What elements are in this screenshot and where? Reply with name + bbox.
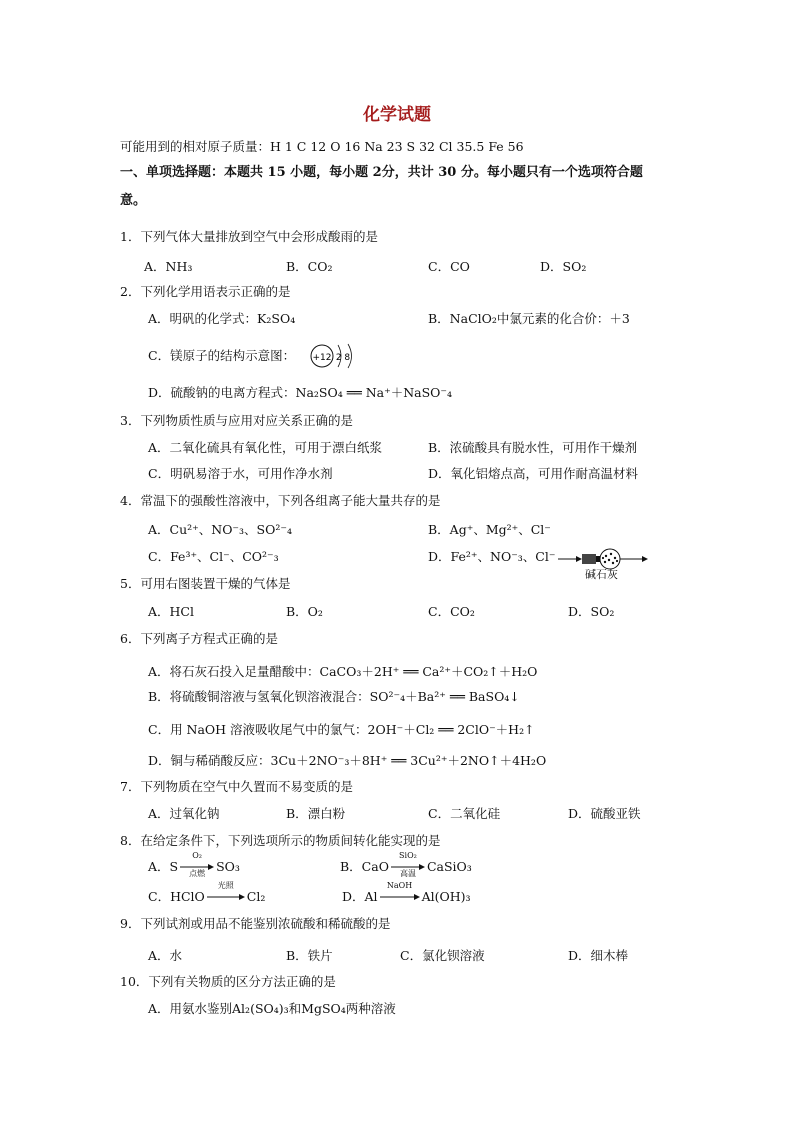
option-b: B．漂白粉 <box>286 806 346 821</box>
option-b: B．Ag⁺、Mg²⁺、Cl⁻ <box>428 522 551 537</box>
question-stem: 10．下列有关物质的区分方法正确的是 <box>120 974 336 989</box>
option-c: C．CO₂ <box>428 604 475 619</box>
option-c <box>148 881 266 906</box>
option-a: A．水 <box>148 948 183 963</box>
option-d: D．硫酸钠的电离方程式：Na₂SO₄ ══ Na⁺＋NaSO⁻₄ <box>148 385 453 400</box>
reaction-arrow <box>391 851 425 878</box>
option-d: D．硫酸亚铁 <box>568 806 641 821</box>
question-stem: 1．下列气体大量排放到空气中会形成酸雨的是 <box>120 229 378 244</box>
option-a: A．NH₃ <box>144 259 193 274</box>
option-d: D．细木棒 <box>568 948 629 963</box>
option-d: D．SO₂ <box>540 259 587 274</box>
option-d: D．SO₂ <box>568 604 615 619</box>
conversion-reactant: C．HClO <box>148 889 205 904</box>
section-heading-continued: 意。 <box>120 193 147 208</box>
option-a: A．过氧化钠 <box>148 806 220 821</box>
option-c: C．CO <box>428 259 470 274</box>
option-b: B．CO₂ <box>286 259 333 274</box>
option-c: C．氯化钡溶液 <box>400 948 485 963</box>
option-a: A．HCl <box>148 604 194 619</box>
figure-caption: 碱石灰 <box>585 568 618 581</box>
question-stem: 3．下列物质性质与应用对应关系正确的是 <box>120 413 353 428</box>
arrow-condition-top: 光照 <box>217 881 234 890</box>
option-b: B．O₂ <box>286 604 323 619</box>
option-d: D．氧化铝熔点高，可用作耐高温材料 <box>428 466 639 481</box>
question-stem: 8．在给定条件下，下列选项所示的物质间转化能实现的是 <box>120 833 441 848</box>
option-a: A．二氧化硫具有氧化性，可用于漂白纸浆 <box>148 440 383 455</box>
option-c: C．Fe³⁺、Cl⁻、CO²⁻₃ <box>148 549 279 564</box>
arrow-condition-bottom: 高温 <box>399 869 416 878</box>
option-a: A．Cu²⁺、NO⁻₃、SO²⁻₄ <box>148 522 292 537</box>
option-d <box>342 881 471 906</box>
conversion-reactant: B．CaO <box>340 859 389 874</box>
question-stem: 6．下列离子方程式正确的是 <box>120 631 278 646</box>
question-stem: 4．常温下的强酸性溶液中，下列各组离子能大量共存的是 <box>120 493 441 508</box>
question-stem: 7．下列物质在空气中久置而不易变质的是 <box>120 779 353 794</box>
option-b: B．铁片 <box>286 948 333 963</box>
option-c: C．二氧化硅 <box>428 806 501 821</box>
conversion-reactant: A．S <box>148 859 179 874</box>
option-b: B．浓硫酸具有脱水性，可用作干燥剂 <box>428 440 638 455</box>
conversion-product: Cl₂ <box>246 889 266 904</box>
option-a: A．明矾的化学式：K₂SO₄ <box>148 311 296 326</box>
conversion-product: SO₃ <box>216 859 240 874</box>
arrow-condition-bottom: 点燃 <box>189 869 206 878</box>
page-title: 化学试题 <box>363 105 431 125</box>
conversion-product: Al(OH)₃ <box>421 889 471 904</box>
arrow-condition-top: NaOH <box>386 881 413 890</box>
option-a: A．用氨水鉴别Al₂(SO₄)₃和MgSO₄两种溶液 <box>148 1001 396 1016</box>
section-heading: 一、单项选择题：本题共 15 小题，每小题 2分，共计 30 分。每小题只有一个选项符合题 <box>120 165 643 180</box>
atomic-mass-info: 可能用到的相对原子质量：H 1 C 12 O 16 Na 23 S 32 Cl 35.5 Fe 56 <box>120 139 524 154</box>
option-b <box>340 851 472 878</box>
option-a: A．将石灰石投入足量醋酸中：CaCO₃＋2H⁺ ══ Ca²⁺＋CO₂↑＋H₂O <box>148 664 538 679</box>
option-c: C．明矾易溶于水，可用作净水剂 <box>148 466 333 481</box>
question-stem: 2．下列化学用语表示正确的是 <box>120 284 291 299</box>
option-d: D．铜与稀硝酸反应：3Cu＋2NO⁻₃＋8H⁺ ══ 3Cu²⁺＋2NO↑＋4H₂O <box>148 753 547 768</box>
option-b: B．NaClO₂中氯元素的化合价：＋3 <box>428 311 630 326</box>
mg-shell-label: 2 8 <box>335 353 351 363</box>
arrow-condition-top: O₂ <box>192 851 202 860</box>
question-stem: 5．可用右图装置干燥的气体是 <box>120 576 291 591</box>
reaction-arrow <box>207 881 245 901</box>
reaction-arrow <box>380 881 420 901</box>
arrow-condition-top: SiO₂ <box>399 851 417 860</box>
mg-nucleus-label: +12 <box>312 353 332 363</box>
option-d: D．Fe²⁺、NO⁻₃、Cl⁻ <box>428 549 556 564</box>
option-c: C．用 NaOH 溶液吸收尾气中的氯气：2OH⁻＋Cl₂ ══ 2ClO⁻＋H₂↑ <box>148 722 535 737</box>
option-b: B．将硫酸铜溶液与氢氧化钡溶液混合：SO²⁻₄＋Ba²⁺ ══ BaSO₄↓ <box>148 689 520 704</box>
conversion-reactant: D．Al <box>342 889 378 904</box>
question-stem: 9．下列试剂或用品不能鉴别浓硫酸和稀硫酸的是 <box>120 916 391 931</box>
mg-atom-structure-diagram <box>308 341 360 371</box>
conversion-product: CaSiO₃ <box>426 859 472 874</box>
reaction-arrow <box>180 851 214 878</box>
option-a <box>148 851 240 878</box>
option-c: C．镁原子的结构示意图： <box>148 348 296 363</box>
